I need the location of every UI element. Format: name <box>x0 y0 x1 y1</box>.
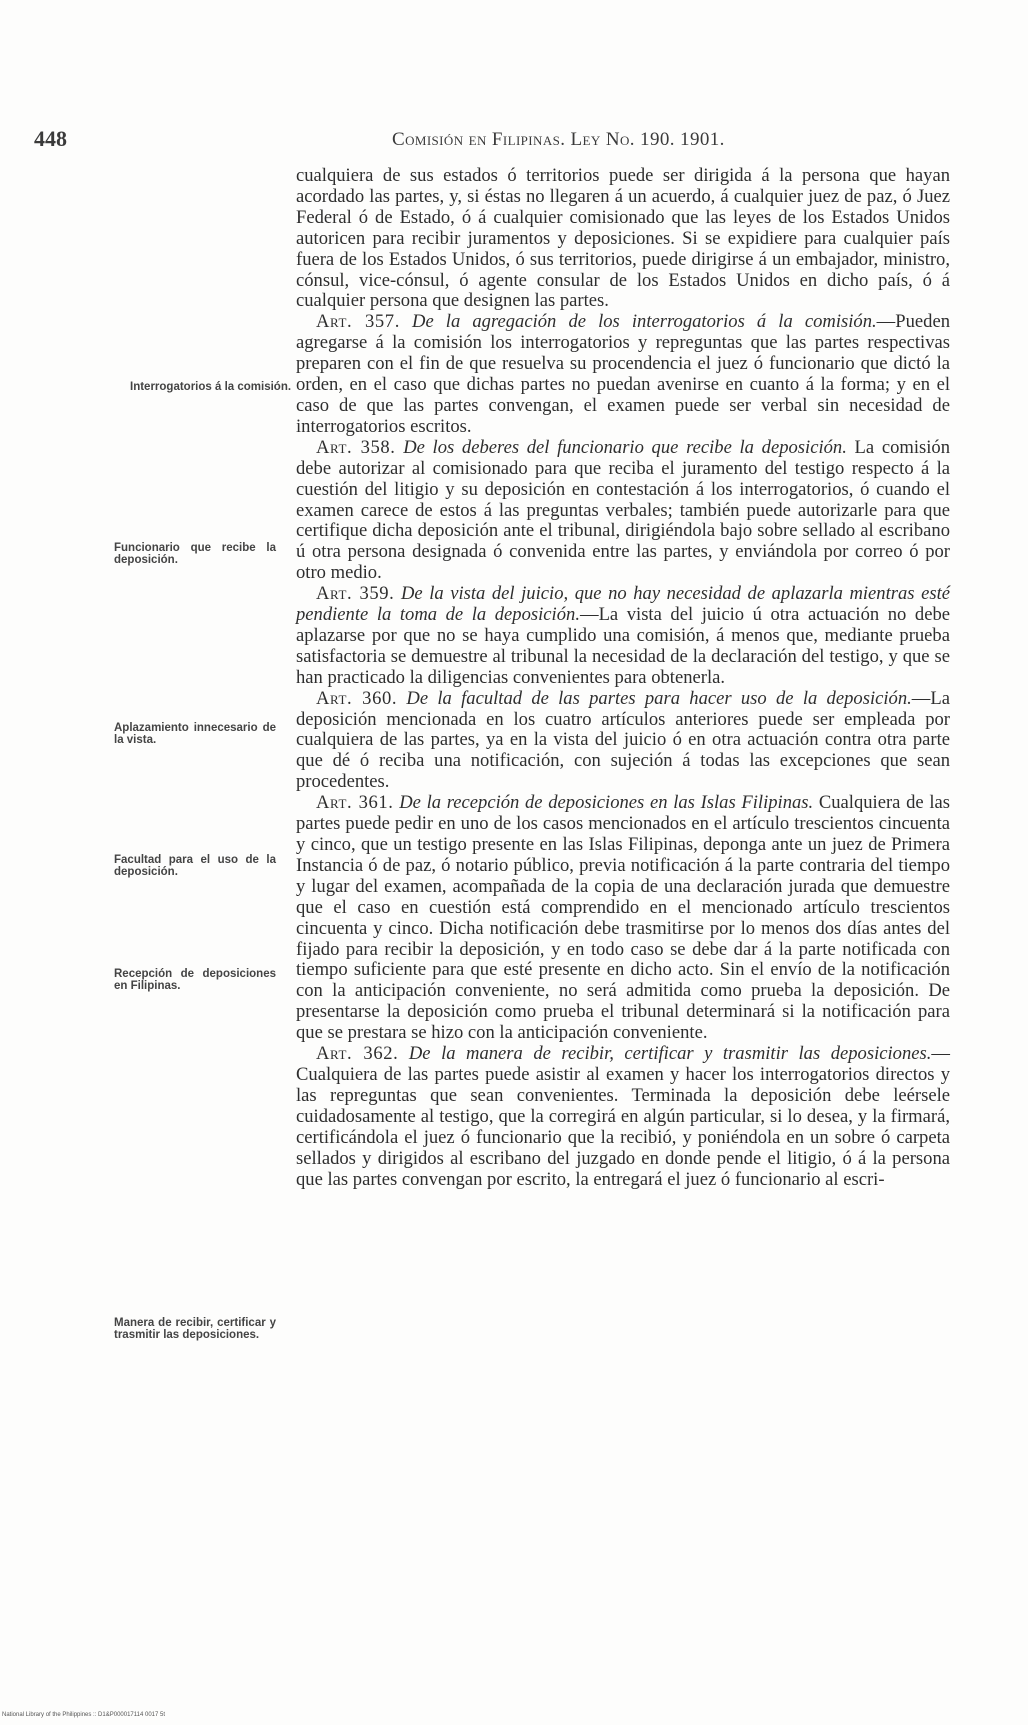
article-text: —La deposición mencionada en los cuatro artículos anteriores puede ser empleada por cualquiera de las partes, ya en la vista del juicio ó en otra actuación contra otra parte que dé ó reciba una notificación, con sujeción á todas las excepciones que sean procedentes. <box>296 687 950 793</box>
article-text: La comisión debe autorizar al comisionado para que reciba el juramento del testigo respecto á la cuestión del litigio y su deposición en contestación á los interrogatorios, ó cuando el examen carece de estos á las preguntas verbales; también puede autorizarle para que certifique dicha deposición ante el tribunal, dirigiéndola bajo sobre sellado al escribano ú otra persona designada ó convenida entre las partes, y enviándola por correo ó por otro medio. <box>296 436 950 584</box>
margin-note-interrogatorios: Interrogatorios á la comisión. <box>130 381 292 393</box>
body-text <box>296 166 950 1190</box>
margin-note-aplazamiento: Aplazamiento innecesario de la vista. <box>114 722 276 746</box>
article-title: De la agregación de los interrogatorios á la comisión. <box>412 311 877 333</box>
article-label: Art. 360. <box>316 687 398 709</box>
article-label: Art. 358. <box>316 436 396 458</box>
intro-paragraph: cualquiera de sus estados ó territorios puede ser dirigida á la persona que hayan acordado las partes, y, si éstas no llegaren á un acuerdo, á cualquier juez de paz, ó Juez Federal ó de Estado, ó á cualquier comisionado que las leyes de los Estados Unidos autoricen para recibir juramentos y deposiciones. Si se expidiere para cualquier país fuera de los Estados Unidos, ó sus territorios, puede dirigirse á un embajador, ministro, cónsul, vice-cónsul, ó agente consular de los Estados Unidos en dicho país, ó á cualquier persona que designen las partes. <box>296 165 950 312</box>
article-362 <box>296 1044 950 1190</box>
article-358 <box>296 438 950 584</box>
article-359 <box>296 584 950 689</box>
article-title: De la manera de recibir, certificar y trasmitir las deposiciones. <box>408 1043 932 1065</box>
margin-note-facultad: Facultad para el uso de la deposición. <box>114 854 276 878</box>
article-label: Art. 362. <box>316 1043 399 1065</box>
margin-note-manera: Manera de recibir, certificar y trasmitir las deposiciones. <box>114 1317 276 1341</box>
page-number: 448 <box>34 126 67 151</box>
margin-note-recepcion: Recepción de deposiciones en Filipinas. <box>114 968 276 992</box>
article-title: De la facultad de las partes para hacer uso de la deposición. <box>406 687 912 709</box>
footer-credit: National Library of the Philippines :: D1&P000017114 0017 5t <box>2 1712 165 1718</box>
article-357 <box>296 312 950 437</box>
article-361 <box>296 793 950 1044</box>
article-title: De los deberes del funcionario que recibe la deposición. <box>403 436 847 458</box>
running-head: Comisión en Filipinas. Ley No. 190. 1901. <box>392 129 725 150</box>
article-title: De la recepción de deposiciones en las Islas Filipinas. <box>399 792 814 814</box>
article-text: —La vista del juicio ú otra actuación no debe aplazarse por que no se haya cumplido una comisión, á menos que, mediante prueba satisfactoria se demuestre al tribunal la necesidad de la declaración del testigo, y que se han practicado la diligencias convenientes para obtenerla. <box>296 604 950 688</box>
article-360 <box>296 689 950 794</box>
page-header <box>0 126 1028 156</box>
article-text: Cualquiera de las partes puede pedir en uno de los casos mencionados en el artículo trescientos cincuenta y cinco, que un testigo presente en las Islas Filipinas, deponga ante un juez de Primera Instancia ó de paz, ó notario público, previa notificación á la parte contraria del tiempo y lugar del examen, acompañada de la copia de una declaración jurada que demuestre que el caso en cuestión está comprendido en el mencionado artículo trescientos cincuenta y cinco. Dicha notificación debe trasmitirse por lo menos dos días antes del fijado para recibir la deposición, y en todo caso se debe dar á la parte notificada con tiempo suficiente para que esté presente en dicho acto. Sin el envío de la notificación con la anticipación conveniente, no será admitida como prueba la deposición. De presentarse la deposición como prueba el tribunal determinará si la notificación para que se prestara se hizo con la anticipación conveniente. <box>296 792 950 1044</box>
article-text: —Cualquiera de las partes puede asistir al examen y hacer los interrogatorios directos y las repreguntas que sean convenientes. Terminada la deposición debe leérsele cuidadosamente al testigo, que la corregirá en algún particular, si lo desea, y la firmará, certificándola el juez ó funcionario que la recibió, y poniéndola en un sobre ó carpeta sellados y dirigidos al escribano del juzgado en donde pende el litigio, ó á la persona que las partes convengan por escrito, la entregará el juez ó funcionario al escri- <box>296 1043 950 1190</box>
article-text: —Pueden agregarse á la comisión los interrogatorios y repreguntas que las partes respectivas preparen con el fin de que resuelva su procendencia el juez ó funcionario que dictó la orden, en el caso que dichas partes no puedan avenirse en cuanto á la forma; y en el caso de que las partes convengan, el examen puede ser verbal sin necesidad de interrogatorios escritos. <box>296 311 950 437</box>
article-label: Art. 357. <box>316 311 400 333</box>
article-label: Art. 359. <box>316 583 395 605</box>
article-label: Art. 361. <box>316 792 394 814</box>
article-title: De la vista del juicio, que no hay necesidad de aplazarla mientras esté pendiente la toma de la deposición. <box>296 583 950 626</box>
margin-note-funcionario: Funcionario que recibe la deposición. <box>114 542 276 566</box>
